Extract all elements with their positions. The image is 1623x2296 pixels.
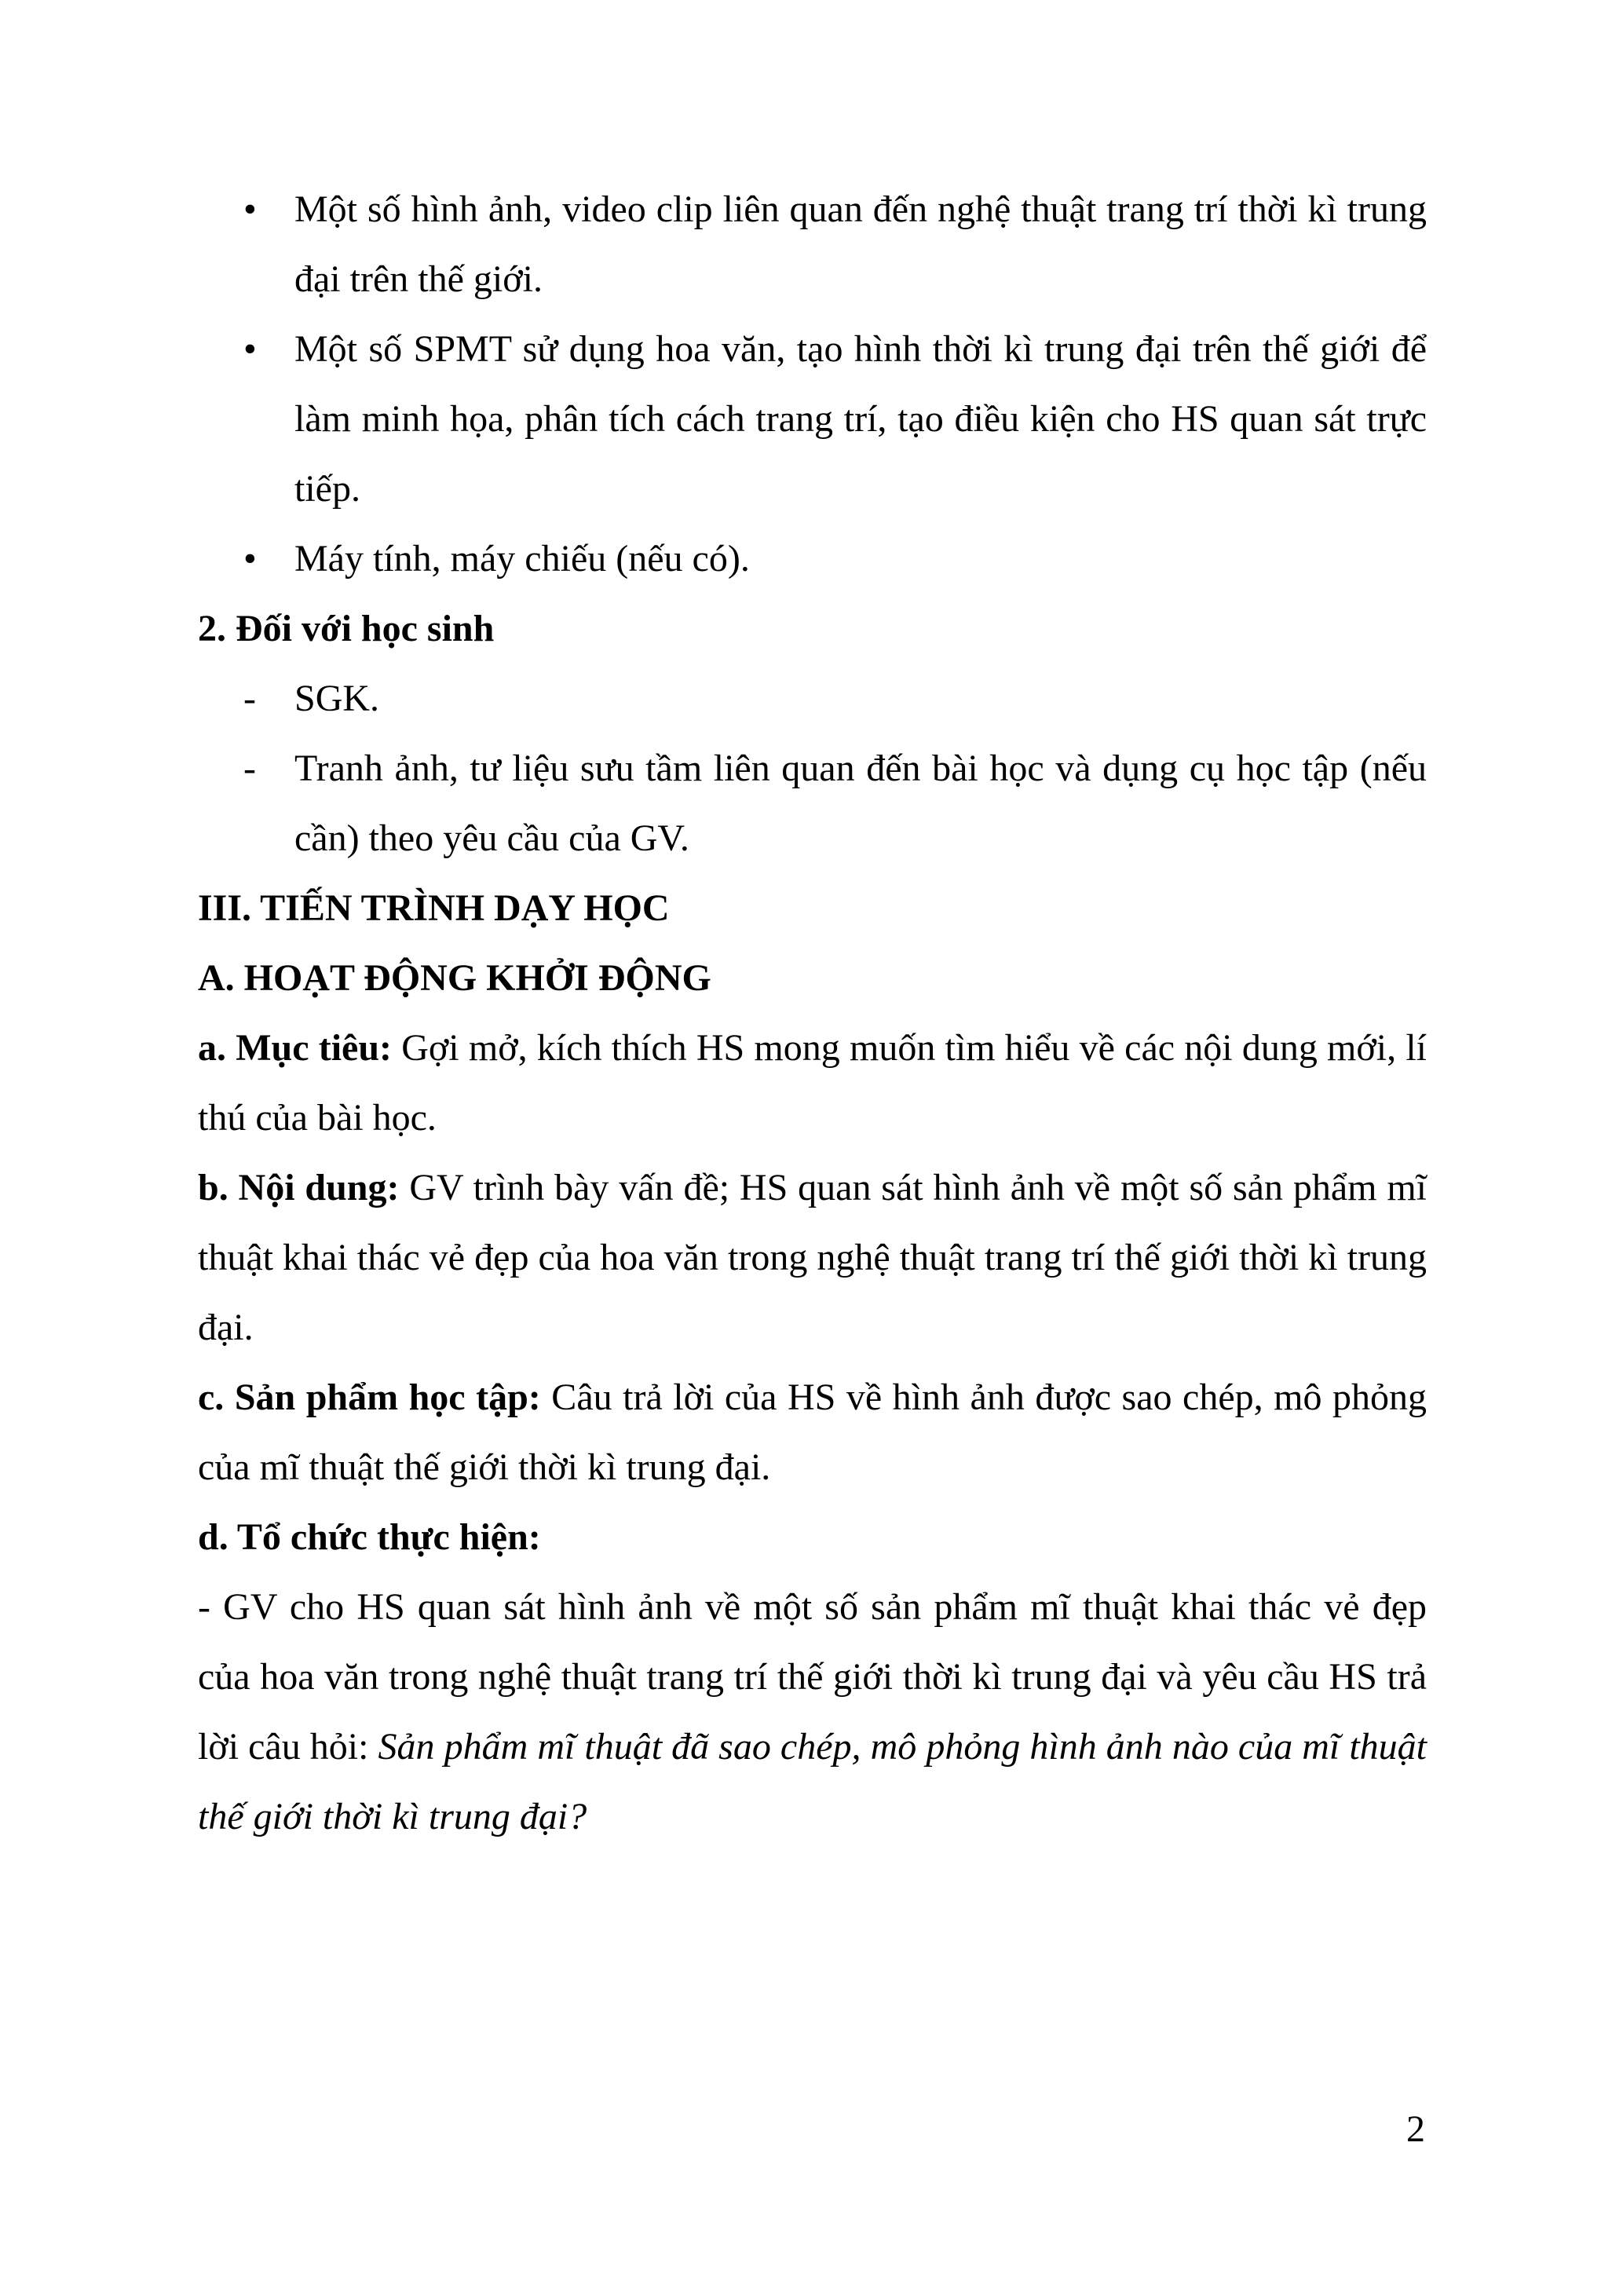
organization-paragraph-text: - GV cho HS quan sát hình ảnh về một số sản phẩm mĩ thuật khai thác vẻ đẹp của hoa văn trong nghệ thuật trang trí thế giới thời kì trung đại và yêu cầu HS trả lời câu hỏi:: [198, 1586, 1427, 1768]
bullet-item: [198, 174, 1427, 314]
bullet-item-text: Một số hình ảnh, video clip liên quan đến nghệ thuật trang trí thời kì trung đại trên thế giới.: [294, 188, 1427, 300]
section-content: [198, 1153, 1427, 1362]
dash-item-text: Tranh ảnh, tư liệu sưu tầm liên quan đến bài học và dụng cụ học tập (nếu cần) theo yêu cầu của GV.: [294, 748, 1427, 859]
section-content-text: GV trình bày vấn đề; HS quan sát hình ảnh về một số sản phẩm mĩ thuật khai thác vẻ đẹp của hoa văn trong nghệ thuật trang trí thế giới thời kì trung đại.: [198, 1167, 1427, 1348]
section-product-label: c. Sản phẩm học tập:: [198, 1377, 541, 1418]
heading-for-students: 2. Đối với học sinh: [198, 608, 495, 649]
section-product-text: Câu trả lời của HS về hình ảnh được sao chép, mô phỏng của mĩ thuật thế giới thời kì trung đại.: [198, 1377, 1427, 1488]
dash-item-text: SGK.: [294, 678, 380, 719]
dash-icon: -: [243, 678, 256, 719]
section-content-label: b. Nội dung:: [198, 1167, 400, 1208]
bullet-item-text: Một số SPMT sử dụng hoa văn, tạo hình thời kì trung đại trên thế giới để làm minh họa, phân tích cách trang trí, tạo điều kiện cho HS quan sát trực tiếp.: [294, 328, 1427, 510]
page-number: 2: [1406, 2108, 1425, 2150]
dash-icon: -: [243, 748, 256, 789]
organization-paragraph: [198, 1572, 1427, 1852]
dash-item: [198, 664, 1427, 733]
section-product: [198, 1362, 1427, 1502]
bullet-item: [198, 524, 1427, 594]
section-objective-text: Gợi mở, kích thích HS mong muốn tìm hiểu về các nội dung mới, lí thú của bài học.: [198, 1027, 1427, 1139]
bullet-icon: •: [243, 188, 257, 230]
heading-teaching-process: III. TIẾN TRÌNH DẠY HỌC: [198, 887, 670, 929]
section-objective-label: a. Mục tiêu:: [198, 1027, 393, 1069]
bullet-icon: •: [243, 538, 257, 579]
bullet-icon: •: [243, 328, 257, 370]
organization-paragraph-question: Sản phẩm mĩ thuật đã sao chép, mô phỏng hình ảnh nào của mĩ thuật thế giới thời kì trung đại?: [198, 1726, 1427, 1837]
heading-organization: d. Tổ chức thực hiện:: [198, 1516, 541, 1558]
heading-warmup-activity: A. HOẠT ĐỘNG KHỞI ĐỘNG: [198, 957, 711, 999]
bullet-item-text: Máy tính, máy chiếu (nếu có).: [294, 538, 750, 579]
dash-item: [198, 733, 1427, 873]
bullet-item: [198, 314, 1427, 524]
section-objective: [198, 1013, 1427, 1153]
page-content: [198, 174, 1427, 1852]
